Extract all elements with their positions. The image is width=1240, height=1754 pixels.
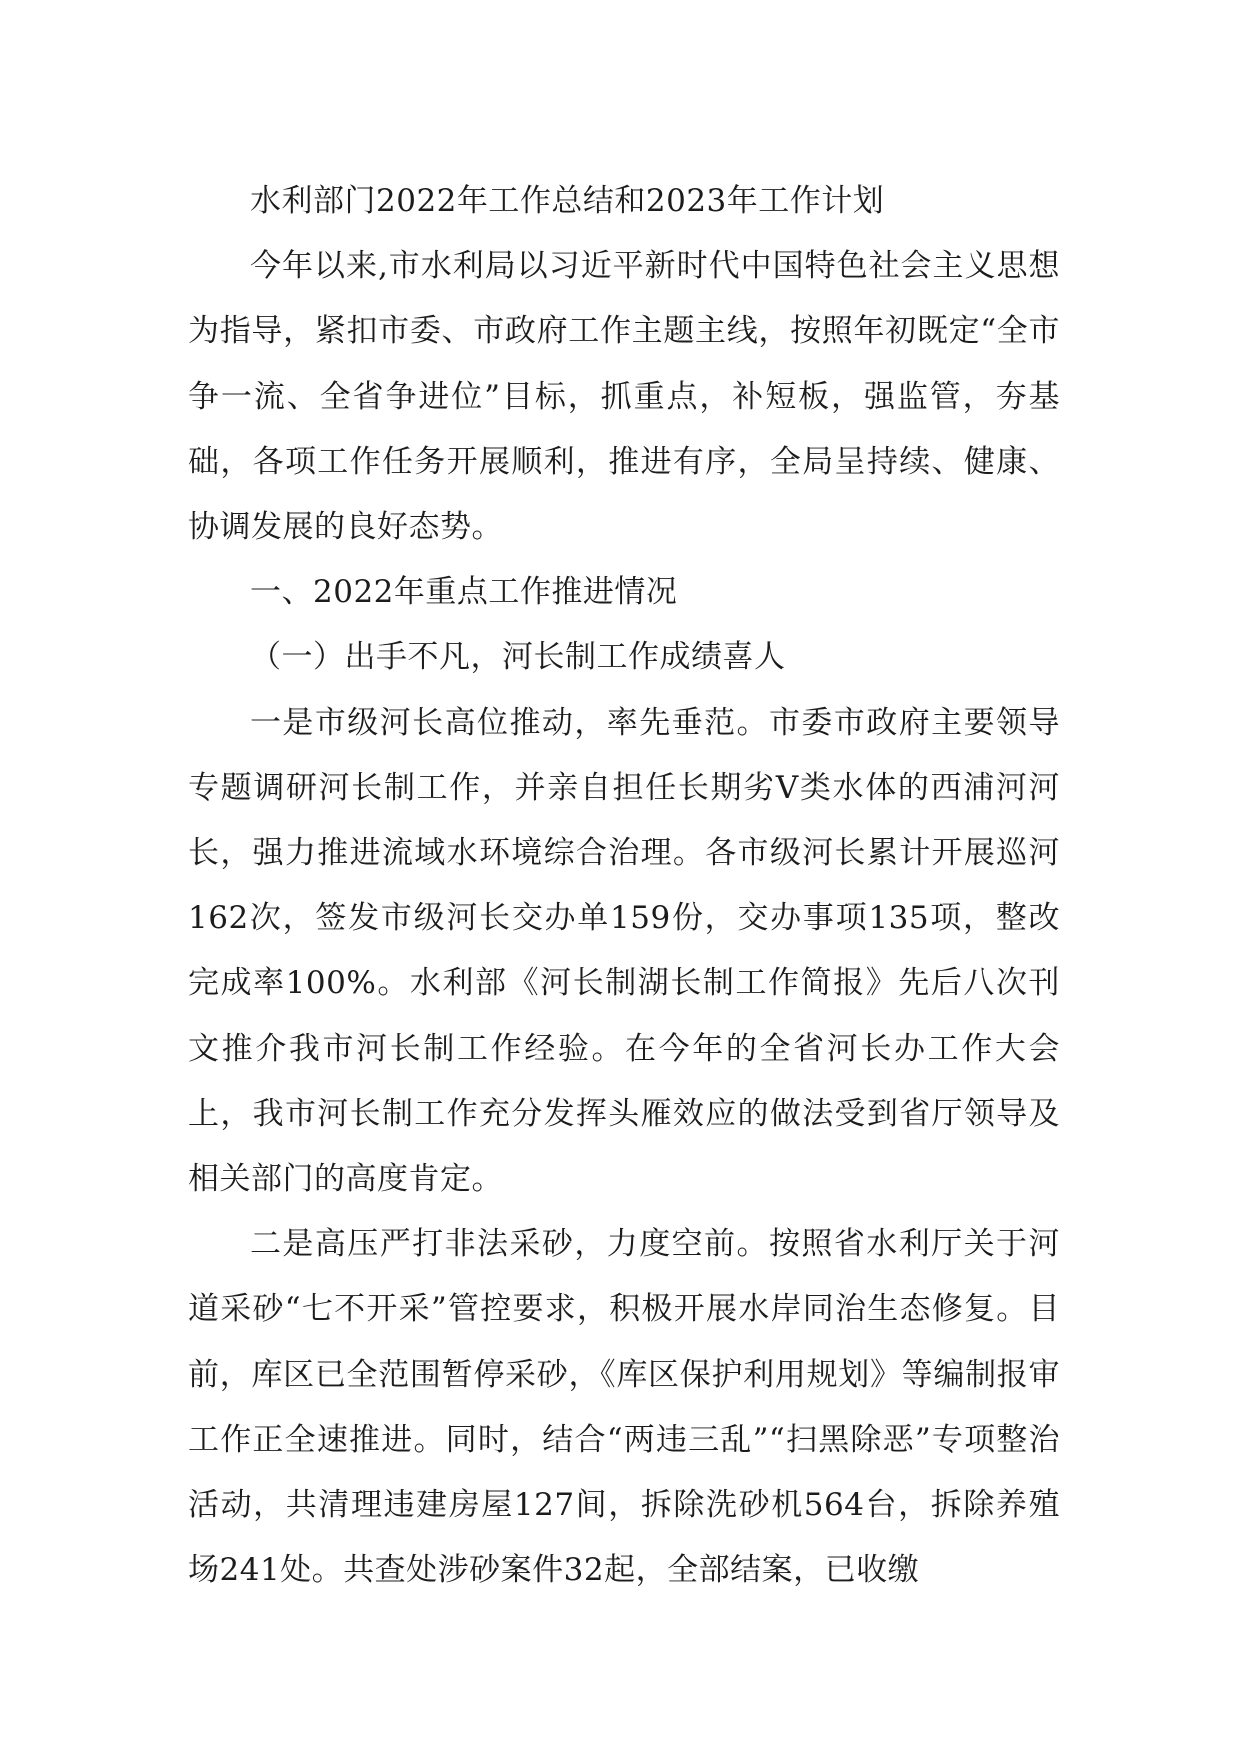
paragraph-sand-mining: 二是高压严打非法采砂，力度空前。按照省水利厅关于河道采砂“七不开采”管控要求，积极开展水岸同治生态修复。目前，库区已全范围暂停采砂，《库区保护利用规划》等编制报审工作正全速推进。同时，结合“两违三乱”“扫黑除恶”专项整治活动，共清理违建房屋127间，拆除洗砂机564台，拆除养殖场241处。共查处涉砂案件32起，全部结案，已收缴 (188, 1226, 1060, 1589)
section-heading: 一、2022年重点工作推进情况 (250, 574, 678, 611)
document-title: 水利部门2022年工作总结和2023年工作计划 (250, 183, 885, 219)
subsection-heading: （一）出手不凡，河长制工作成绩喜人 (250, 639, 786, 676)
paragraph-river-chief: 一是市级河长高位推动，率先垂范。市委市政府主要领导专题调研河长制工作，并亲自担任长期劣Ⅴ类水体的西浦河河长，强力推进流域水环境综合治理。各市级河长累计开展巡河162次，签发市级河长交办单159份，交办事项135项，整改完成率100%。水利部《河长制湖长制工作简报》先后八次刊文推介我市河长制工作经验。在今年的全省河长办工作大会上，我市河长制工作充分发挥头雁效应的做法受到省厅领导及相关部门的高度肯定。 (188, 704, 1060, 1198)
paragraph-intro: 今年以来,市水利局以习近平新时代中国特色社会主义思想为指导，紧扣市委、市政府工作主题主线，按照年初既定“全市争一流、全省争进位”目标，抓重点，补短板，强监管，夯基础，各项工作任务开展顺利，推进有序，全局呈持续、健康、协调发展的良好态势。 (188, 248, 1060, 546)
document-body (188, 169, 1060, 1603)
